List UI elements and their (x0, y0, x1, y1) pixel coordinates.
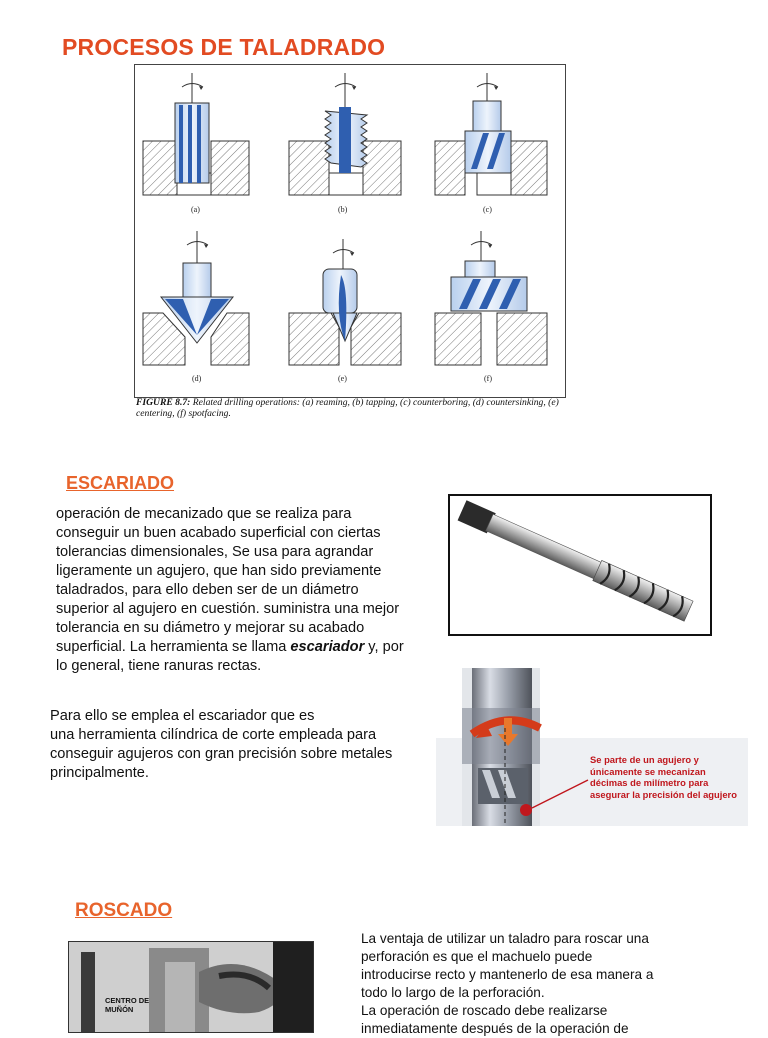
panel-b-tapping (289, 73, 401, 195)
escariado-heading: ESCARIADO (66, 473, 175, 493)
escariado-p2-line: principalmente. (50, 765, 149, 781)
roscado-line: La operación de roscado debe realizarse (361, 1003, 608, 1018)
tapping-photo-illustration (69, 942, 313, 1032)
photo-label: CENTRO DE MUÑÓN (105, 996, 150, 1014)
panel-a-reaming (143, 73, 249, 195)
figure-caption-label: FIGURE 8.7: (136, 397, 191, 408)
escariado-p2-line: conseguir agujeros con gran precisión sobre metales (50, 746, 393, 762)
reaming-process-image (436, 668, 748, 826)
escariado-p1-line: tolerancia en su diámetro y mejorar su acabado (56, 620, 365, 636)
roscado-line: todo lo largo de la perforación. (361, 985, 545, 1000)
panel-f-label: (f) (484, 374, 492, 383)
reaming-note: Se parte de un agujero y únicamente se mecanizan décimas de milímetro para asegurar la precisión del agujero (590, 754, 737, 800)
tapping-photo (68, 941, 314, 1033)
drilling-operations-diagram (135, 65, 565, 397)
panel-d-countersinking (143, 231, 249, 365)
roscado-line: La ventaja de utilizar un taladro para roscar una (361, 931, 649, 946)
escariado-p1-line: superficial. La herramienta se llama escariador y, por (56, 639, 404, 655)
escariado-p1-line: operación de mecanizado que se realiza para (56, 506, 352, 522)
escariado-paragraph-1 (56, 505, 446, 676)
figure-caption (136, 397, 566, 419)
panel-c-label: (c) (483, 205, 492, 214)
escariado-p1-line: taladrados, para ello deben ser de un diámetro (56, 582, 359, 598)
panel-a-label: (a) (191, 205, 200, 214)
page-title: PROCESOS DE TALADRADO (62, 34, 386, 60)
roscado-line: inmediatamente después de la operación de (361, 1021, 629, 1036)
escariado-p1-line: ligeramente un agujero, que han sido previamente (56, 563, 382, 579)
reaming-process-illustration (436, 668, 748, 826)
escariado-p2-line: una herramienta cilíndrica de corte empleada para (50, 727, 377, 743)
panel-f-spotfacing (435, 231, 547, 365)
escariado-paragraph-2 (50, 707, 440, 783)
figure-caption-text: Related drilling operations: (a) reaming, (b) tapping, (c) counterboring, (d) countersinking, (e) centering, (f) spotfacing. (136, 397, 559, 419)
roscado-line: perforación es que el machuelo puede (361, 949, 593, 964)
escariado-p1-line: conseguir un buen acabado superficial con ciertas (56, 525, 381, 541)
panel-e-label: (e) (338, 374, 347, 383)
panel-b-label: (b) (338, 205, 348, 214)
escariado-p1-line: lo general, tiene ranuras rectas. (56, 658, 262, 674)
escariado-p1-line: tolerancias dimensionales, Se usa para agrandar (56, 544, 374, 560)
drilling-operations-figure (134, 64, 566, 398)
roscado-line: introducirse recto y mantenerlo de esa manera a (361, 967, 654, 982)
reamer-tool-image (448, 494, 712, 636)
escariado-p1-line: superior al agujero en cuestión. suministra una mejor (56, 601, 400, 617)
escariado-p2-line: Para ello se emplea el escariador que es (50, 708, 315, 724)
reamer-illustration (450, 496, 710, 634)
panel-c-counterboring (435, 73, 547, 195)
escariador-term: escariador (290, 639, 365, 655)
panel-e-centering (289, 239, 401, 365)
roscado-text (361, 930, 761, 1038)
roscado-heading: ROSCADO (75, 900, 173, 921)
panel-d-label: (d) (192, 374, 202, 383)
